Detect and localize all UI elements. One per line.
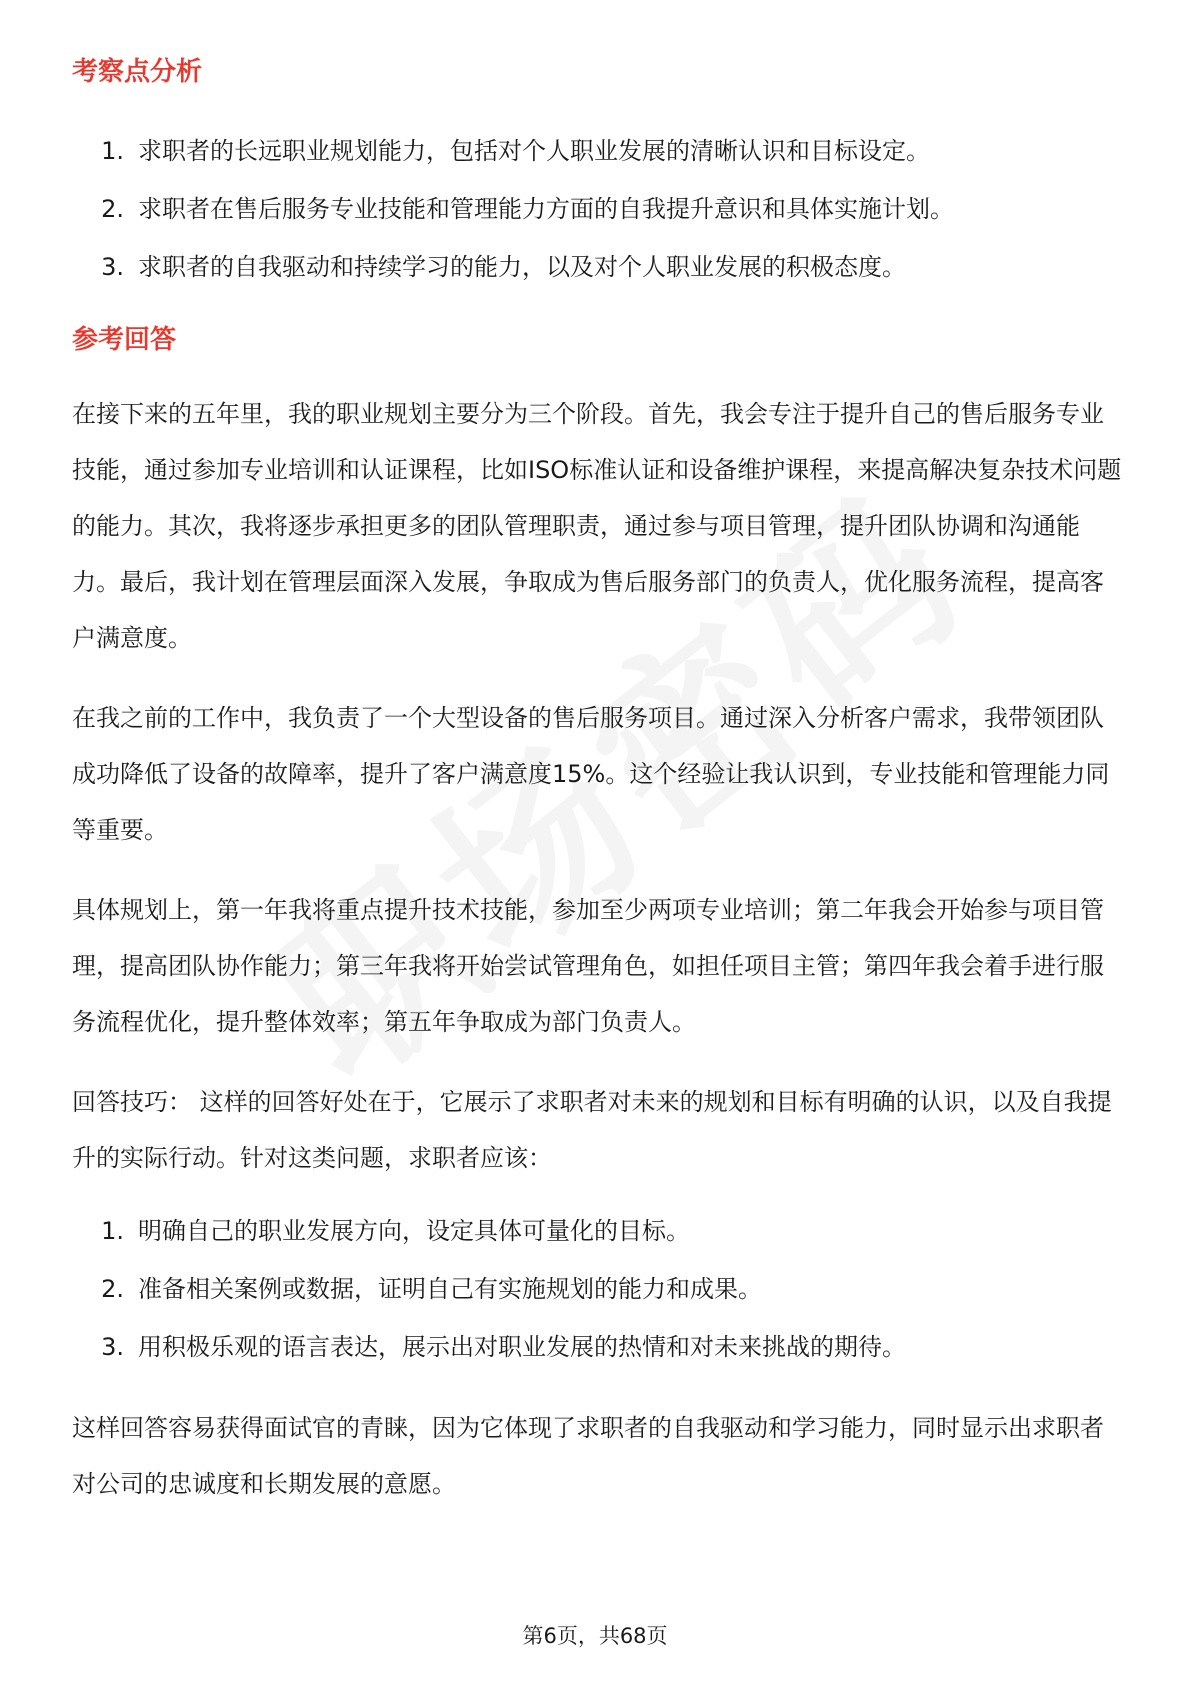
section-title-analysis: 考察点分析 xyxy=(72,57,203,87)
list-number: 1. xyxy=(101,1217,124,1245)
list-text: 求职者的长远职业规划能力，包括对个人职业发展的清晰认识和目标设定。 xyxy=(138,137,930,165)
tips-list xyxy=(72,1202,1122,1376)
list-item xyxy=(72,1202,1122,1260)
list-number: 2. xyxy=(101,1275,124,1303)
list-item xyxy=(72,1318,1122,1376)
content xyxy=(72,48,1122,1512)
section-title-answer: 参考回答 xyxy=(72,325,177,355)
list-number: 1. xyxy=(101,137,124,165)
list-item xyxy=(72,180,1122,238)
list-number: 2. xyxy=(101,195,124,223)
list-text: 明确自己的职业发展方向，设定具体可量化的目标。 xyxy=(138,1217,690,1245)
page-footer: 第6页，共68页 xyxy=(522,1624,668,1648)
tips-paragraph: 回答技巧： 这样的回答好处在于，它展示了求职者对未来的规划和目标有明确的认识，以及自我提升的实际行动。针对这类问题，求职者应该： xyxy=(72,1088,1112,1172)
list-text: 求职者的自我驱动和持续学习的能力，以及对个人职业发展的积极态度。 xyxy=(138,253,906,281)
list-text: 准备相关案例或数据，证明自己有实施规划的能力和成果。 xyxy=(138,1275,762,1303)
list-text: 求职者在售后服务专业技能和管理能力方面的自我提升意识和具体实施计划。 xyxy=(138,195,954,223)
answer-paragraph-1: 在接下来的五年里，我的职业规划主要分为三个阶段。首先，我会专注于提升自己的售后服务专业技能，通过参加专业培训和认证课程，比如ISO标准认证和设备维护课程，来提高解决复杂技术问题的能力。其次，我将逐步承担更多的团队管理职责，通过参与项目管理，提升团队协调和沟通能力。最后，我计划在管理层面深入发展，争取成为售后服务部门的负责人，优化服务流程，提高客户满意度。 xyxy=(72,400,1122,652)
list-number: 3. xyxy=(101,1333,124,1361)
list-item xyxy=(72,122,1122,180)
answer-paragraph-2: 在我之前的工作中，我负责了一个大型设备的售后服务项目。通过深入分析客户需求，我带领团队成功降低了设备的故障率，提升了客户满意度15%。这个经验让我认识到，专业技能和管理能力同等重要。 xyxy=(72,704,1110,844)
answer-paragraph-3: 具体规划上，第一年我将重点提升技术技能，参加至少两项专业培训；第二年我会开始参与项目管理，提高团队协作能力；第三年我将开始尝试管理角色，如担任项目主管；第四年我会着手进行服务流程优化，提升整体效率；第五年争取成为部门负责人。 xyxy=(72,896,1104,1036)
list-text: 用积极乐观的语言表达，展示出对职业发展的热情和对未来挑战的期待。 xyxy=(138,1333,906,1361)
analysis-list xyxy=(72,122,1122,296)
list-number: 3. xyxy=(101,253,124,281)
list-item xyxy=(72,238,1122,296)
list-item xyxy=(72,1260,1122,1318)
closing-paragraph: 这样回答容易获得面试官的青睐，因为它体现了求职者的自我驱动和学习能力，同时显示出求职者对公司的忠诚度和长期发展的意愿。 xyxy=(72,1414,1104,1498)
